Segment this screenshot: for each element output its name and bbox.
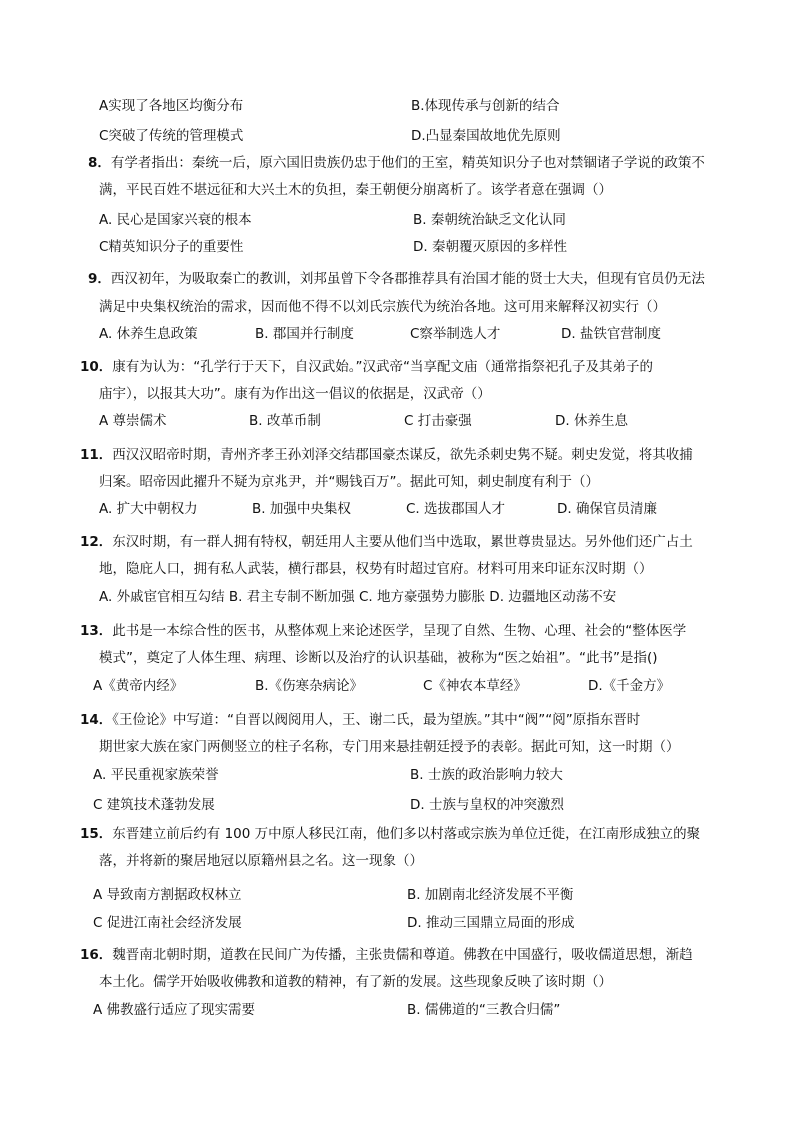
line-text: 西汉初年，为吸取秦亡的教训，刘邦虽曾下令各郡推荐具有治国才能的贤士大夫，但现有官员仍无法 bbox=[110, 271, 705, 287]
line-text: B. 秦朝统治缺乏文化认同 bbox=[413, 212, 566, 228]
question-stem bbox=[88, 154, 705, 172]
text-line bbox=[99, 238, 243, 256]
text-line bbox=[406, 500, 505, 518]
text-line bbox=[411, 97, 560, 115]
line-text: 归案。昭帝因此擢升不疑为京兆尹，并“赐钱百万”。据此可知，刺史制度有利于（） bbox=[99, 474, 599, 490]
line-text: B. 士族的政治影响力较大 bbox=[410, 767, 563, 783]
text-line bbox=[407, 914, 574, 932]
question-number: 14． bbox=[80, 712, 113, 728]
text-line bbox=[99, 181, 612, 199]
text-line bbox=[93, 677, 183, 695]
text-line bbox=[99, 325, 198, 343]
question-number: 12． bbox=[80, 534, 113, 550]
line-text: 康有为认为：“孔学行于天下，自汉武始。”汉武帝“当享配文庙（通常指祭祀孔子及其弟子的 bbox=[112, 359, 654, 375]
question-number: 8． bbox=[88, 155, 111, 171]
question-number: 15． bbox=[80, 826, 113, 842]
question-stem bbox=[80, 946, 693, 964]
line-text: A《黄帝内经》 bbox=[93, 678, 184, 694]
text-line bbox=[99, 649, 658, 667]
line-text: C 打击豪强 bbox=[404, 413, 472, 429]
text-line bbox=[99, 298, 666, 316]
question-number: 10． bbox=[80, 359, 113, 375]
line-text: B.《伤寒杂病论》 bbox=[255, 678, 364, 694]
line-text: B. 改革币制 bbox=[249, 413, 321, 429]
line-text: C《神农本草经》 bbox=[423, 678, 527, 694]
line-text: 满足中央集权统治的需求，因而他不得不以刘氏宗族代为统治各地。这可用来解释汉初实行（） bbox=[99, 299, 666, 315]
line-text: C 建筑技术蓬勃发展 bbox=[93, 797, 215, 813]
line-text: D. 休养生息 bbox=[555, 413, 628, 429]
line-text: 《王俭论》中写道：“自晋以阀阅用人，王、谢二氏，最为望族。”其中“阀”“阅”原指东晋时 bbox=[112, 712, 641, 728]
text-line bbox=[99, 412, 167, 430]
line-text: C 促进江南社会经济发展 bbox=[93, 915, 242, 931]
text-line bbox=[99, 852, 423, 870]
question-stem bbox=[80, 825, 700, 843]
line-text: D. 士族与皇权的冲突激烈 bbox=[410, 797, 564, 813]
line-text: 模式”，奠定了人体生理、病理、诊断以及治疗的认识基础，被称为“医之始祖”。“此书”是指() bbox=[99, 650, 658, 666]
text-line bbox=[99, 473, 599, 491]
line-text: C精英知识分子的重要性 bbox=[99, 239, 244, 255]
text-line bbox=[93, 886, 242, 904]
text-line bbox=[99, 560, 653, 578]
text-line bbox=[99, 588, 616, 606]
text-line bbox=[561, 325, 661, 343]
text-line bbox=[555, 412, 628, 430]
text-line bbox=[411, 127, 561, 145]
text-line bbox=[407, 886, 573, 904]
question-stem bbox=[88, 270, 705, 288]
line-text: A. 扩大中朝权力 bbox=[99, 501, 198, 517]
line-text: D.凸显秦国故地优先原则 bbox=[411, 128, 561, 144]
line-text: 西汉汉昭帝时期，青州齐孝王孙刘泽交结郡国豪杰谋反，欲先杀刺史隽不疑。刺史发觉，将其收捕 bbox=[112, 447, 693, 463]
question-number: 11． bbox=[80, 447, 113, 463]
line-text: 此书是一本综合性的医书，从整体观上来论述医学，呈现了自然、生物、心理、社会的“整体医学 bbox=[112, 623, 687, 639]
text-line bbox=[99, 973, 612, 991]
text-line bbox=[255, 677, 363, 695]
text-line bbox=[249, 412, 321, 430]
text-line bbox=[404, 412, 472, 430]
text-line bbox=[255, 325, 354, 343]
line-text: D. 盐铁官营制度 bbox=[561, 326, 661, 342]
line-text: C突破了传统的管理模式 bbox=[99, 128, 244, 144]
text-line bbox=[410, 325, 500, 343]
text-line bbox=[410, 796, 564, 814]
text-line bbox=[410, 766, 563, 784]
text-line bbox=[99, 211, 252, 229]
line-text: A. 平民重视家族荣誉 bbox=[93, 767, 219, 783]
line-text: B. 儒佛道的“三教合归儒” bbox=[407, 1002, 561, 1018]
line-text: B.体现传承与创新的结合 bbox=[411, 98, 560, 114]
text-line bbox=[93, 766, 219, 784]
line-text: B. 加强中央集权 bbox=[252, 501, 351, 517]
line-text: 本土化。儒学开始吸收佛教和道教的精神，有了新的发展。这些现象反映了该时期（） bbox=[99, 974, 612, 990]
line-text: C察举制选人才 bbox=[410, 326, 501, 342]
text-line bbox=[423, 677, 527, 695]
text-line bbox=[252, 500, 351, 518]
line-text: B. 郡国并行制度 bbox=[255, 326, 354, 342]
line-text: D. 确保官员清廉 bbox=[557, 501, 657, 517]
text-line bbox=[93, 796, 215, 814]
line-text: C. 选拔郡国人才 bbox=[406, 501, 506, 517]
line-text: A 导致南方割据政权林立 bbox=[93, 887, 242, 903]
line-text: A 佛教盛行适应了现实需要 bbox=[93, 1002, 256, 1018]
question-number: 13． bbox=[80, 623, 113, 639]
line-text: 庙宇），以报其大功”。康有为作出这一倡议的依据是，汉武帝（） bbox=[99, 386, 491, 402]
question-stem bbox=[80, 358, 653, 376]
text-line bbox=[407, 1001, 560, 1019]
line-text: 落，并将新的聚居地冠以原籍州县之名。这一现象（） bbox=[99, 853, 423, 869]
line-text: B. 加剧南北经济发展不平衡 bbox=[407, 887, 574, 903]
line-text: D. 推动三国鼎立局面的形成 bbox=[407, 915, 575, 931]
line-text: A. 民心是国家兴衰的根本 bbox=[99, 212, 252, 228]
line-text: 期世家大族在家门两侧竖立的柱子名称，专门用来悬挂朝廷授予的表彰。据此可知，这一时期（） bbox=[99, 739, 680, 755]
text-line bbox=[93, 1001, 255, 1019]
question-stem bbox=[80, 533, 693, 551]
question-stem bbox=[80, 446, 693, 464]
line-text: 东汉时期，有一群人拥有特权，朝廷用人主要从他们当中选取，累世尊贵显达。另外他们还广占土 bbox=[112, 534, 693, 550]
line-text: 有学者指出：秦统一后，原六国旧贵族仍忠于他们的王室，精英知识分子也对禁锢诸子学说的政策不 bbox=[110, 155, 705, 171]
question-number: 16． bbox=[80, 947, 113, 963]
text-line bbox=[557, 500, 657, 518]
line-text: D.《千金方》 bbox=[588, 678, 671, 694]
line-text: 东晋建立前后约有 100 万中原人移民江南，他们多以村落或宗族为单位迁徙，在江南形成独立的聚 bbox=[112, 826, 701, 842]
line-text: 地，隐庇人口，拥有私人武装，横行郡县，权势有时超过官府。材料可用来印证东汉时期（） bbox=[99, 561, 653, 577]
line-text: A 尊崇儒术 bbox=[99, 413, 167, 429]
line-text: A实现了各地区均衡分布 bbox=[99, 98, 244, 114]
line-text: D. 秦朝覆灭原因的多样性 bbox=[413, 239, 567, 255]
text-line bbox=[99, 97, 243, 115]
text-line bbox=[413, 238, 567, 256]
text-line bbox=[99, 127, 243, 145]
text-line bbox=[99, 500, 198, 518]
line-text: 满，平民百姓不堪远征和大兴土木的负担，秦王朝便分崩离析了。该学者意在强调（） bbox=[99, 182, 612, 198]
text-line bbox=[413, 211, 566, 229]
line-text: A. 外戚宦官相互勾结 B. 君主专制不断加强 C. 地方豪强势力膨胀 D. 边疆地区动荡不安 bbox=[99, 589, 617, 605]
line-text: 魏晋南北朝时期，道教在民间广为传播，主张贵儒和尊道。佛教在中国盛行，吸收儒道思想，渐趋 bbox=[112, 947, 693, 963]
text-line bbox=[99, 385, 491, 403]
text-line bbox=[93, 914, 242, 932]
text-line bbox=[588, 677, 670, 695]
text-line bbox=[99, 738, 680, 756]
question-number: 9． bbox=[88, 271, 111, 287]
line-text: A. 休养生息政策 bbox=[99, 326, 198, 342]
question-stem bbox=[80, 622, 686, 640]
question-stem bbox=[80, 711, 640, 729]
